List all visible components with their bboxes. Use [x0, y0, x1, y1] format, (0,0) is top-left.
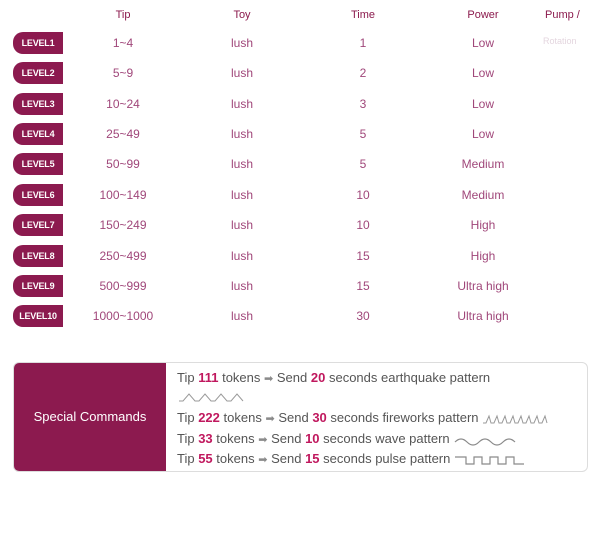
tokens-word: tokens: [216, 451, 255, 466]
token-count: 111: [198, 370, 219, 385]
tip-word: Tip: [177, 370, 195, 385]
level-badge: LEVEL9: [13, 275, 63, 297]
toy-name: lush: [230, 279, 253, 293]
level-badge: LEVEL5: [13, 153, 63, 175]
toy-name: lush: [230, 97, 253, 111]
level-badge: LEVEL4: [13, 123, 63, 145]
power-value: Low: [471, 66, 494, 80]
header-tip: Tip: [115, 9, 131, 21]
tip-range: 1000~1000: [92, 309, 154, 323]
send-word: Send: [278, 410, 309, 425]
power-value: Medium: [461, 188, 505, 202]
time-value: 10: [356, 188, 370, 202]
command-earthquake: [177, 369, 490, 387]
token-count: 33: [198, 431, 213, 446]
tip-range: 100~149: [99, 188, 147, 202]
header-toy: Toy: [233, 9, 251, 21]
command-wave: [177, 430, 519, 448]
wave-pattern-icon: [453, 433, 519, 447]
tip-range: 250~499: [99, 249, 147, 263]
table-row: [0, 153, 600, 175]
toy-name: lush: [230, 127, 253, 141]
power-value: Low: [471, 127, 494, 141]
tip-range: 50~99: [106, 157, 140, 171]
send-word: Send: [276, 370, 308, 385]
send-word: Send: [271, 451, 302, 466]
tip-word: Tip: [177, 431, 195, 446]
arrow-right-icon: ➡: [264, 373, 274, 385]
header-power: Power: [467, 9, 499, 21]
table-row: [0, 93, 600, 115]
time-value: 15: [356, 279, 370, 293]
level-badge: LEVEL2: [13, 62, 63, 84]
toy-name: lush: [230, 36, 253, 50]
level-badge: LEVEL1: [13, 32, 63, 54]
table-row: [0, 214, 600, 236]
power-value: Low: [471, 97, 494, 111]
tip-range: 150~249: [99, 218, 147, 232]
power-value: High: [470, 218, 496, 232]
pulse-pattern-icon: [454, 453, 528, 467]
time-value: 5: [359, 157, 367, 171]
time-value: 2: [359, 66, 367, 80]
header-rotation: Rotation: [543, 36, 577, 46]
level-badge: LEVEL8: [13, 245, 63, 267]
time-value: 15: [356, 249, 370, 263]
level-badge: LEVEL10: [13, 305, 63, 327]
header-pump: Pump /: [545, 9, 580, 21]
time-value: 10: [356, 218, 370, 232]
pattern-text: seconds earthquake pattern: [328, 370, 491, 385]
power-value: Low: [471, 36, 494, 50]
toy-name: lush: [230, 157, 253, 171]
seconds-count: 20: [310, 370, 326, 385]
tip-range: 1~4: [112, 36, 134, 50]
table-row: [0, 245, 600, 267]
earthquake-pattern-icon: [177, 390, 247, 404]
fireworks-pattern-icon: [482, 412, 550, 426]
level-badge: LEVEL7: [13, 214, 63, 236]
special-commands-box: [13, 362, 588, 472]
command-pulse: [177, 450, 528, 468]
header-time: Time: [350, 9, 376, 21]
toy-name: lush: [230, 218, 253, 232]
command-fireworks: [177, 409, 550, 427]
toy-name: lush: [230, 309, 253, 323]
tip-range: 25~49: [106, 127, 140, 141]
tip-range: 10~24: [106, 97, 140, 111]
power-value: Medium: [461, 157, 505, 171]
tokens-word: tokens: [216, 431, 255, 446]
table-row: [0, 32, 600, 54]
seconds-count: 10: [305, 431, 320, 446]
tokens-word: tokens: [222, 370, 261, 385]
level-badge: LEVEL3: [13, 93, 63, 115]
arrow-right-icon: ➡: [258, 434, 268, 446]
pattern-text: seconds pulse pattern: [323, 451, 451, 466]
arrow-right-icon: ➡: [265, 413, 275, 425]
table-row: [0, 184, 600, 206]
tip-range: 5~9: [112, 66, 134, 80]
power-value: Ultra high: [457, 309, 509, 323]
special-commands-label: Special Commands: [14, 363, 166, 471]
level-badge: LEVEL6: [13, 184, 63, 206]
time-value: 3: [359, 97, 367, 111]
power-value: Ultra high: [457, 279, 509, 293]
tip-range: 500~999: [99, 279, 147, 293]
table-row: [0, 62, 600, 84]
time-value: 1: [359, 36, 367, 50]
seconds-count: 30: [312, 410, 327, 425]
pattern-text: seconds wave pattern: [323, 431, 450, 446]
toy-name: lush: [230, 249, 253, 263]
tip-word: Tip: [177, 451, 195, 466]
pattern-text: seconds fireworks pattern: [330, 410, 479, 425]
arrow-right-icon: ➡: [258, 454, 268, 466]
token-count: 222: [198, 410, 220, 425]
time-value: 30: [356, 309, 370, 323]
tokens-word: tokens: [223, 410, 262, 425]
send-word: Send: [271, 431, 302, 446]
time-value: 5: [359, 127, 367, 141]
table-row: [0, 305, 600, 327]
token-count: 55: [198, 451, 213, 466]
power-value: High: [470, 249, 496, 263]
toy-name: lush: [230, 66, 253, 80]
tip-word: Tip: [177, 410, 195, 425]
table-row: [0, 275, 600, 297]
toy-name: lush: [230, 188, 253, 202]
seconds-count: 15: [305, 451, 320, 466]
table-row: [0, 123, 600, 145]
